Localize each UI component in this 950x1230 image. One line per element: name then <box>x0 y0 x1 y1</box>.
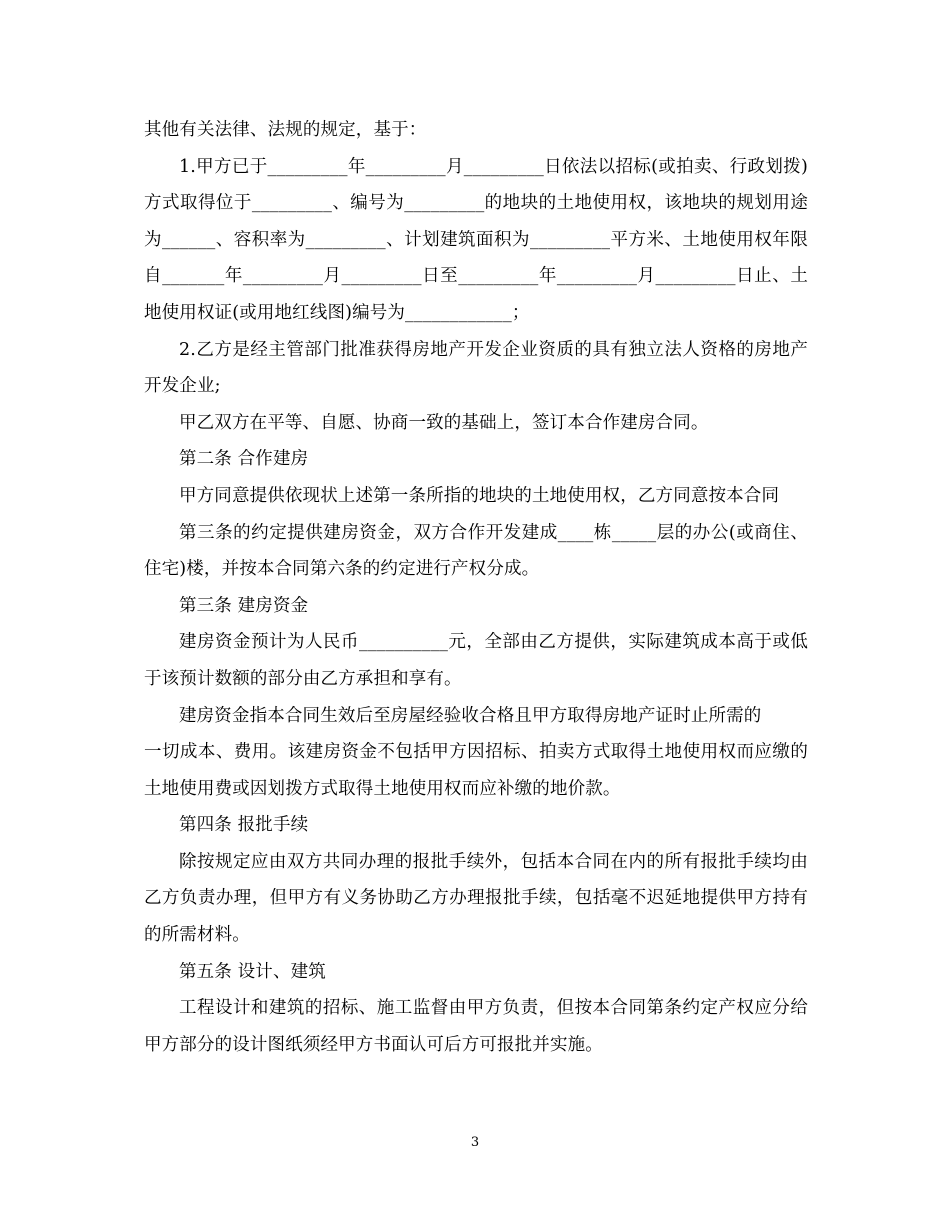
paragraph-article-3-b: 建房资金指本合同生效后至房屋经验收合格且甲方取得房地产证时止所需的 <box>179 705 762 726</box>
page-number: 3 <box>470 1135 480 1150</box>
heading-article-4: 第四条 报批手续 <box>179 815 309 836</box>
paragraph-intro: 其他有关法律、法规的规定，基于： <box>144 120 427 140</box>
paragraph-article-3-a: 建房资金预计为人民币__________元，全部由乙方提供，实际建筑成本高于或低于该预计数额的部分由乙方承担和享有。 <box>144 632 808 689</box>
paragraph-clause-2: 2.乙方是经主管部门批准获得房地产开发企业资质的具有独立法人资格的房地产开发企业; <box>144 339 808 397</box>
paragraph-article-2-b: 第三条的约定提供建房资金，双方合作开发建成____栋_____层的办公(或商住、住宅)楼，并按本合同第六条的约定进行产权分成。 <box>144 522 808 580</box>
document-body <box>144 112 808 1063</box>
paragraph-clause-1: 1.甲方已于_________年_________月_________日依法以招标(或拍卖、行政划拨)方式取得位于_________、编号为_________的地块的土地使用权，该地块的规划用途为______、容积率为_________、计划建筑面积为_________平方米、土地使用权年限自_______年_________月_________日至_________年_________月_________日止、土地使用权证(或用地红线图)编号为____________； <box>144 156 808 323</box>
paragraph-agreement: 甲乙双方在平等、自愿、协商一致的基础上，签订本合作建房合同。 <box>179 412 709 433</box>
heading-article-3: 第三条 建房资金 <box>179 595 309 616</box>
paragraph-article-5: 工程设计和建筑的招标、施工监督由甲方负责，但按本合同第条约定产权应分给甲方部分的设计图纸须经甲方书面认可后方可报批并实施。 <box>144 998 808 1055</box>
paragraph-article-2-a: 甲方同意提供依现状上述第一条所指的地块的土地使用权，乙方同意按本合同 <box>179 485 780 506</box>
heading-article-5: 第五条 设计、建筑 <box>179 961 326 982</box>
heading-article-2: 第二条 合作建房 <box>179 449 309 470</box>
paragraph-article-3-c: 一切成本、费用。该建房资金不包括甲方因招标、拍卖方式取得土地使用权而应缴的土地使用费或因划拨方式取得土地使用权而应补缴的地价款。 <box>144 742 808 799</box>
paragraph-article-4: 除按规定应由双方共同办理的报批手续外，包括本合同在内的所有报批手续均由乙方负责办理，但甲方有义务协助乙方办理报批手续，包括毫不迟延地提供甲方持有的所需材料。 <box>144 851 808 946</box>
